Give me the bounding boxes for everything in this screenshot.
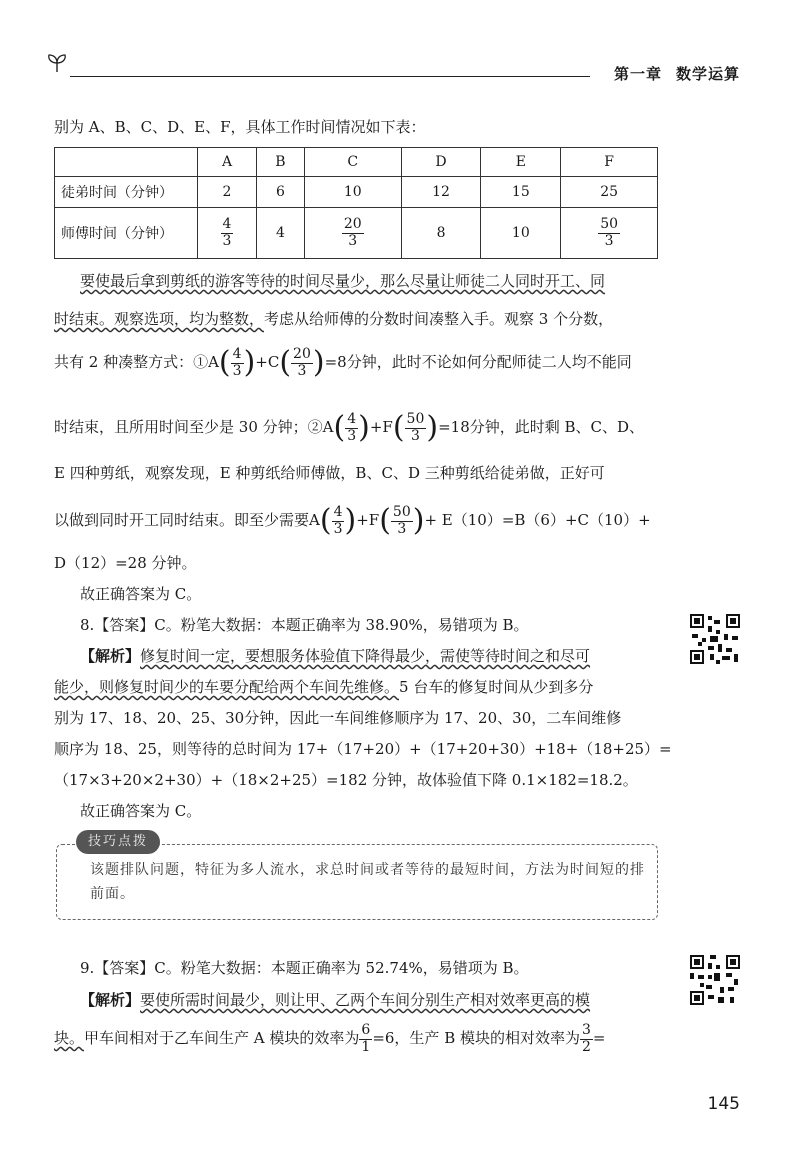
p1-line-6: 以做到同时开工同时结束。即至少需要A( $\frac{4}{3}$ )+F( $\frac{50}{3}$ )+ E（10）=B（6）+C（10）+ xyxy=(54,503,651,538)
denominator: 3 xyxy=(397,520,407,537)
q8-line-4: 顺序为 18、25，则等待的总时间为 17+（17+20）+（17+20+30）+18+（18+25）= xyxy=(54,740,672,758)
text: =18分钟，此时剩 B、C、D、 xyxy=(438,418,645,436)
denominator: 3 xyxy=(297,362,307,379)
table-corner-cell xyxy=(55,148,198,177)
table-cell: 12 xyxy=(401,177,481,208)
numerator: 50 xyxy=(392,504,411,521)
work-time-table xyxy=(54,147,658,259)
numerator: 4 xyxy=(347,411,357,428)
table-cell: 8 xyxy=(401,208,481,259)
numerator: 4 xyxy=(222,216,232,233)
q9-head: 9.【答案】C。粉笔大数据：本题正确率为 52.74%，易错项为 B。 xyxy=(80,959,529,977)
page-number: 145 xyxy=(707,1094,740,1114)
table-cell xyxy=(198,208,257,259)
denominator: 3 xyxy=(347,427,357,444)
analysis-tag: 【解析】 xyxy=(80,647,141,665)
page-header xyxy=(40,48,740,88)
denominator: 3 xyxy=(410,427,420,444)
table-row xyxy=(55,208,658,259)
fraction xyxy=(405,412,427,444)
numerator: 3 xyxy=(582,1022,591,1039)
analysis-tag: 【解析】 xyxy=(80,991,141,1009)
chapter-topic: 数学运算 xyxy=(675,65,740,83)
table-header: A xyxy=(198,148,257,177)
q8-underlined: 修复时间一定，要想服务体验值下降得最少，需使等待时间之和尽可 xyxy=(140,647,591,665)
q8-head: 8.【答案】C。粉笔大数据：本题正确率为 38.90%，易错项为 B。 xyxy=(80,616,529,634)
numerator: 50 xyxy=(600,216,619,233)
text: =6，生产 B 模块的相对效率为 xyxy=(372,1029,580,1047)
chapter-label: 第一章 xyxy=(613,65,662,83)
p1-line-4: 时结束，且所用时间至少是 30 分钟；②A( $\frac{4}{3}$ )+F( $\frac{50}{3}$ )=18分钟，此时剩 B、C、D、 xyxy=(54,410,645,445)
fraction xyxy=(332,505,345,537)
text: +C xyxy=(255,353,280,371)
q8-underlined: 能少，则修复时间少的车要分配给两个车间先维修。 xyxy=(54,678,400,696)
q9-underlined: 要使所需时间最少，则让甲、乙两个车间分别生产相对效率更高的模 xyxy=(140,991,591,1009)
numerator: 50 xyxy=(406,411,425,428)
table-cell: 4 xyxy=(257,208,305,259)
q9-line-1 xyxy=(80,990,690,1010)
p1-text: 考虑从给师傅的分数时间凑整入手。观察 3 个分数， xyxy=(264,310,614,328)
table-header: F xyxy=(561,148,658,177)
denominator: 1 xyxy=(361,1038,371,1055)
text: +F xyxy=(369,418,393,436)
denominator: 2 xyxy=(582,1038,591,1055)
fraction xyxy=(221,217,234,249)
q8-line-5: （17×3+20×2+30）+（18×2+25）=182 分钟，故体验值下降 0.1×182=18.2。 xyxy=(54,771,638,789)
text: +F xyxy=(356,511,380,529)
fraction xyxy=(598,217,620,249)
fraction xyxy=(342,217,364,249)
q8-line-1 xyxy=(80,646,690,666)
q9-underlined: 块。 xyxy=(54,1029,85,1047)
fraction xyxy=(291,347,313,379)
p1-line-5: E 四种剪纸，观察发现，E 种剪纸给师傅做，B、C、D 三种剪纸给徒弟做，正好可 xyxy=(54,464,605,482)
header-rule xyxy=(70,76,590,77)
table-cell: 25 xyxy=(561,177,658,208)
table-cell: 15 xyxy=(481,177,561,208)
table-row xyxy=(55,177,658,208)
answer-8: 故正确答案为 C。 xyxy=(80,802,202,820)
table-header: C xyxy=(304,148,401,177)
fraction xyxy=(345,412,358,444)
numerator: 4 xyxy=(232,346,242,363)
p1-line-2 xyxy=(54,309,664,329)
text: =8分钟，此时不论如何分配师徒二人均不能同 xyxy=(324,353,632,371)
row-label: 徒弟时间（分钟） xyxy=(55,177,198,208)
p1-line-1: 要使最后拿到剪纸的游客等待的时间尽量少，那么尽量让师徒二人同时开工、同 xyxy=(80,272,606,290)
denominator: 3 xyxy=(222,232,232,249)
q8-line-2 xyxy=(54,677,664,697)
chapter-title xyxy=(600,63,740,84)
tip-title: 技巧点拨 xyxy=(76,830,160,854)
qr-code-icon[interactable] xyxy=(688,953,742,1007)
denominator: 3 xyxy=(604,232,614,249)
text: 时结束，且所用时间至少是 30 分钟；②A xyxy=(54,418,334,436)
table-cell xyxy=(561,208,658,259)
p1-line-3: 共有 2 种凑整方式：①A( $\frac{4}{3}$ )+C( $\frac{20}{3}$ )=8分钟，此时不论如何分配师徒二人均不能同 xyxy=(54,345,632,380)
fraction xyxy=(391,505,413,537)
table-cell: 10 xyxy=(304,177,401,208)
qr-code-icon[interactable] xyxy=(688,612,742,666)
table-header: E xyxy=(481,148,561,177)
q9-line-2 xyxy=(54,1018,664,1058)
p1-line-7: D（12）=28 分钟。 xyxy=(54,554,197,572)
table-cell xyxy=(304,208,401,259)
numerator: 6 xyxy=(361,1022,371,1039)
text: 5 台车的修复时间从少到多分 xyxy=(399,678,594,696)
text: = xyxy=(592,1029,606,1047)
text: 甲车间相对于乙车间生产 A 模块的效率为 xyxy=(84,1029,360,1047)
sprout-icon xyxy=(46,52,68,74)
q8-line-3: 别为 17、18、20、25、30分钟，因此一车间维修顺序为 17、20、30，二车间维修 xyxy=(54,709,622,727)
table-header: B xyxy=(257,148,305,177)
tip-text: 该题排队问题，特征为多人流水，求总时间或者等待的最短时间，方法为时间短的排前面。 xyxy=(90,862,645,902)
intro-line: 别为 A、B、C、D、E、F，具体工作时间情况如下表： xyxy=(54,118,426,136)
numerator: 4 xyxy=(333,504,343,521)
denominator: 3 xyxy=(232,362,242,379)
answer-7: 故正确答案为 C。 xyxy=(80,585,202,603)
text: 共有 2 种凑整方式：①A xyxy=(54,353,219,371)
p1-underlined: 时结束。观察选项，均为整数， xyxy=(54,310,265,328)
fraction xyxy=(231,347,244,379)
fraction xyxy=(580,1023,593,1055)
denominator: 3 xyxy=(333,520,343,537)
denominator: 3 xyxy=(348,232,358,249)
table-cell: 10 xyxy=(481,208,561,259)
row-label: 师傅时间（分钟） xyxy=(55,208,198,259)
numerator: 20 xyxy=(343,216,362,233)
text: + E（10）=B（6）+C（10）+ xyxy=(424,511,651,529)
fraction xyxy=(359,1023,372,1055)
table-cell: 6 xyxy=(257,177,305,208)
text: 以做到同时开工同时结束。即至少需要A xyxy=(54,511,320,529)
table-cell: 2 xyxy=(198,177,257,208)
table-header-row xyxy=(55,148,658,177)
numerator: 20 xyxy=(293,346,311,363)
table-header: D xyxy=(401,148,481,177)
